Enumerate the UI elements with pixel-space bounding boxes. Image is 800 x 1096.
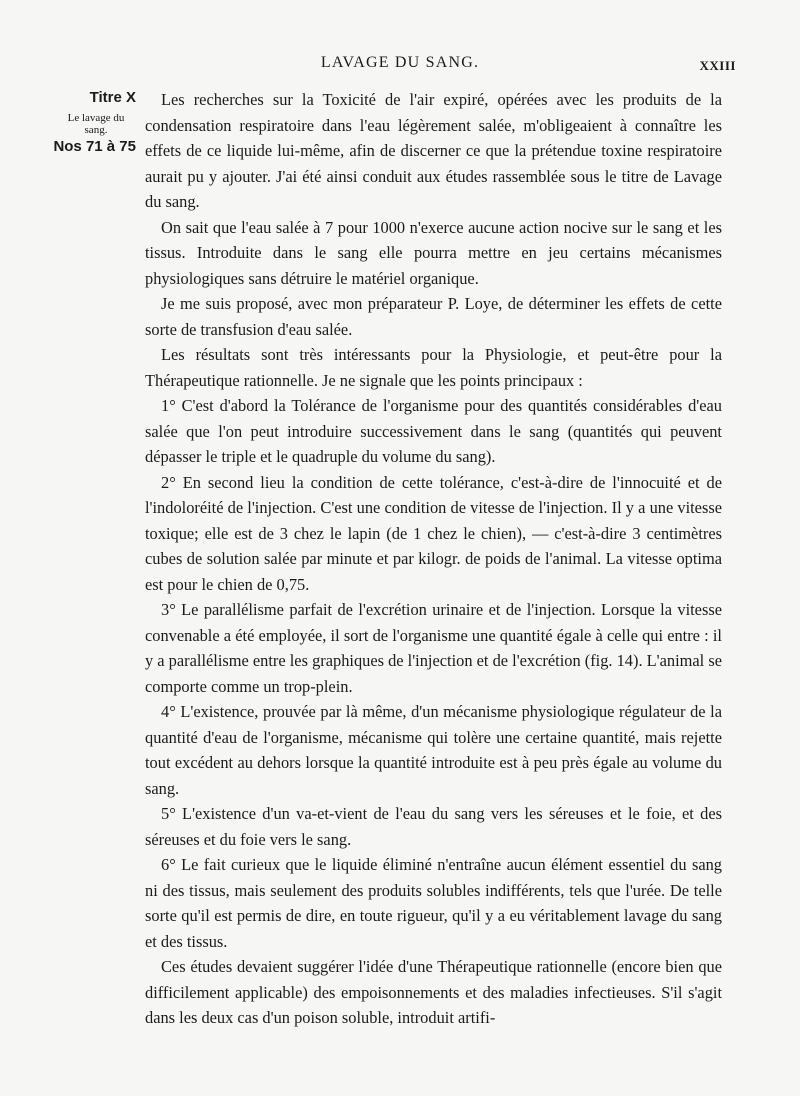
paragraph-point-1: 1° C'est d'abord la Tolérance de l'organisme pour des quantités considérables d'eau salée que l'on peut introduire successivement dans le sang (quantités qui peuvent dépasser le triple et le quadruple du volume du sang). bbox=[145, 396, 722, 466]
margin-note-title: Titre X bbox=[89, 89, 136, 106]
paragraph-point-3: 3° Le parallélisme parfait de l'excrétion urinaire et de l'injection. Lorsque la vitesse convenable a été employée, il sort de l'organisme une quantité égale à celle qui entre : il y a parallélisme entre les graphiques de l'injection et de l'excrétion (fig. 14). L'animal se comporte comme un trop-plein. bbox=[145, 600, 722, 696]
margin-note-numbers: Nos 71 à 75 bbox=[53, 137, 136, 155]
paragraph-point-5: 5° L'existence d'un va-et-vient de l'eau du sang vers les séreuses et le foie, et des séreuses et du foie vers le sang. bbox=[145, 804, 722, 849]
body-text bbox=[145, 87, 722, 1031]
running-head: LAVAGE DU SANG. bbox=[320, 54, 480, 71]
paragraph-resultats: Les résultats sont très intéressants pour la Physiologie, et peut-être pour la Thérapeutique rationnelle. Je ne signale que les points principaux : bbox=[145, 345, 722, 390]
paragraph-point-4: 4° L'existence, prouvée par là même, d'un mécanisme physiologique régulateur de la quantité d'eau de l'organisme, mécanisme qui tolère une certaine quantité, mais rejette tout excédent au dehors lorsque la quantité introduite est à peu près égale au volume du sang. bbox=[145, 702, 722, 798]
page-number: XXIII bbox=[699, 58, 736, 73]
paragraph-point-2: 2° En second lieu la condition de cette tolérance, c'est-à-dire de l'innocuité et de l'indoloréité de l'injection. C'est une condition de vitesse de l'injection. Il y a une vitesse toxique; elle est de 3 chez le lapin (de 1 chez le chien), — c'est-à-dire 3 centimètres cubes de solution salée par minute et par kilogr. de poids de l'animal. La vitesse optima est pour le chien de 0,75. bbox=[145, 472, 722, 594]
paragraph-point-6: 6° Le fait curieux que le liquide éliminé n'entraîne aucun élément essentiel du sang ni des tissus, mais seulement des produits solubles indifférents, tels que l'urée. De telle sorte qu'il est permis de dire, en toute rigueur, qu'il y a eu véritablement lavage du sang et des tissus. bbox=[145, 855, 722, 951]
margin-note-subject: Le lavage du sang. bbox=[67, 111, 125, 137]
paragraph-proposition: Je me suis proposé, avec mon préparateur P. Loye, de déterminer les effets de cette sorte de transfusion d'eau salée. bbox=[145, 294, 722, 339]
paragraph-therapeutique: Ces études devaient suggérer l'idée d'une Thérapeutique rationnelle (encore bien que difficilement applicable) des empoisonnements et des maladies infectieuses. S'il s'agit dans les deux cas d'un poison soluble, introduit artifi- bbox=[145, 957, 722, 1027]
paragraph-intro: Les recherches sur la Toxicité de l'air expiré, opérées avec les produits de la condensation respiratoire dans l'eau légèrement salée, m'obligeaient à connaître les effets de ce liquide lui-même, afin de discerner ce que la prétendue toxine respiratoire aurait pu y ajouter. J'ai été ainsi conduit aux études rassemblée sous le titre de Lavage du sang. bbox=[145, 90, 722, 211]
margin-note bbox=[46, 90, 136, 155]
paragraph-eau-salee: On sait que l'eau salée à 7 pour 1000 n'exerce aucune action nocive sur le sang et les tissus. Introduite dans le sang elle pourra mettre en jeu certains mécanismes physiologiques sans détruire le matériel organique. bbox=[145, 217, 722, 288]
